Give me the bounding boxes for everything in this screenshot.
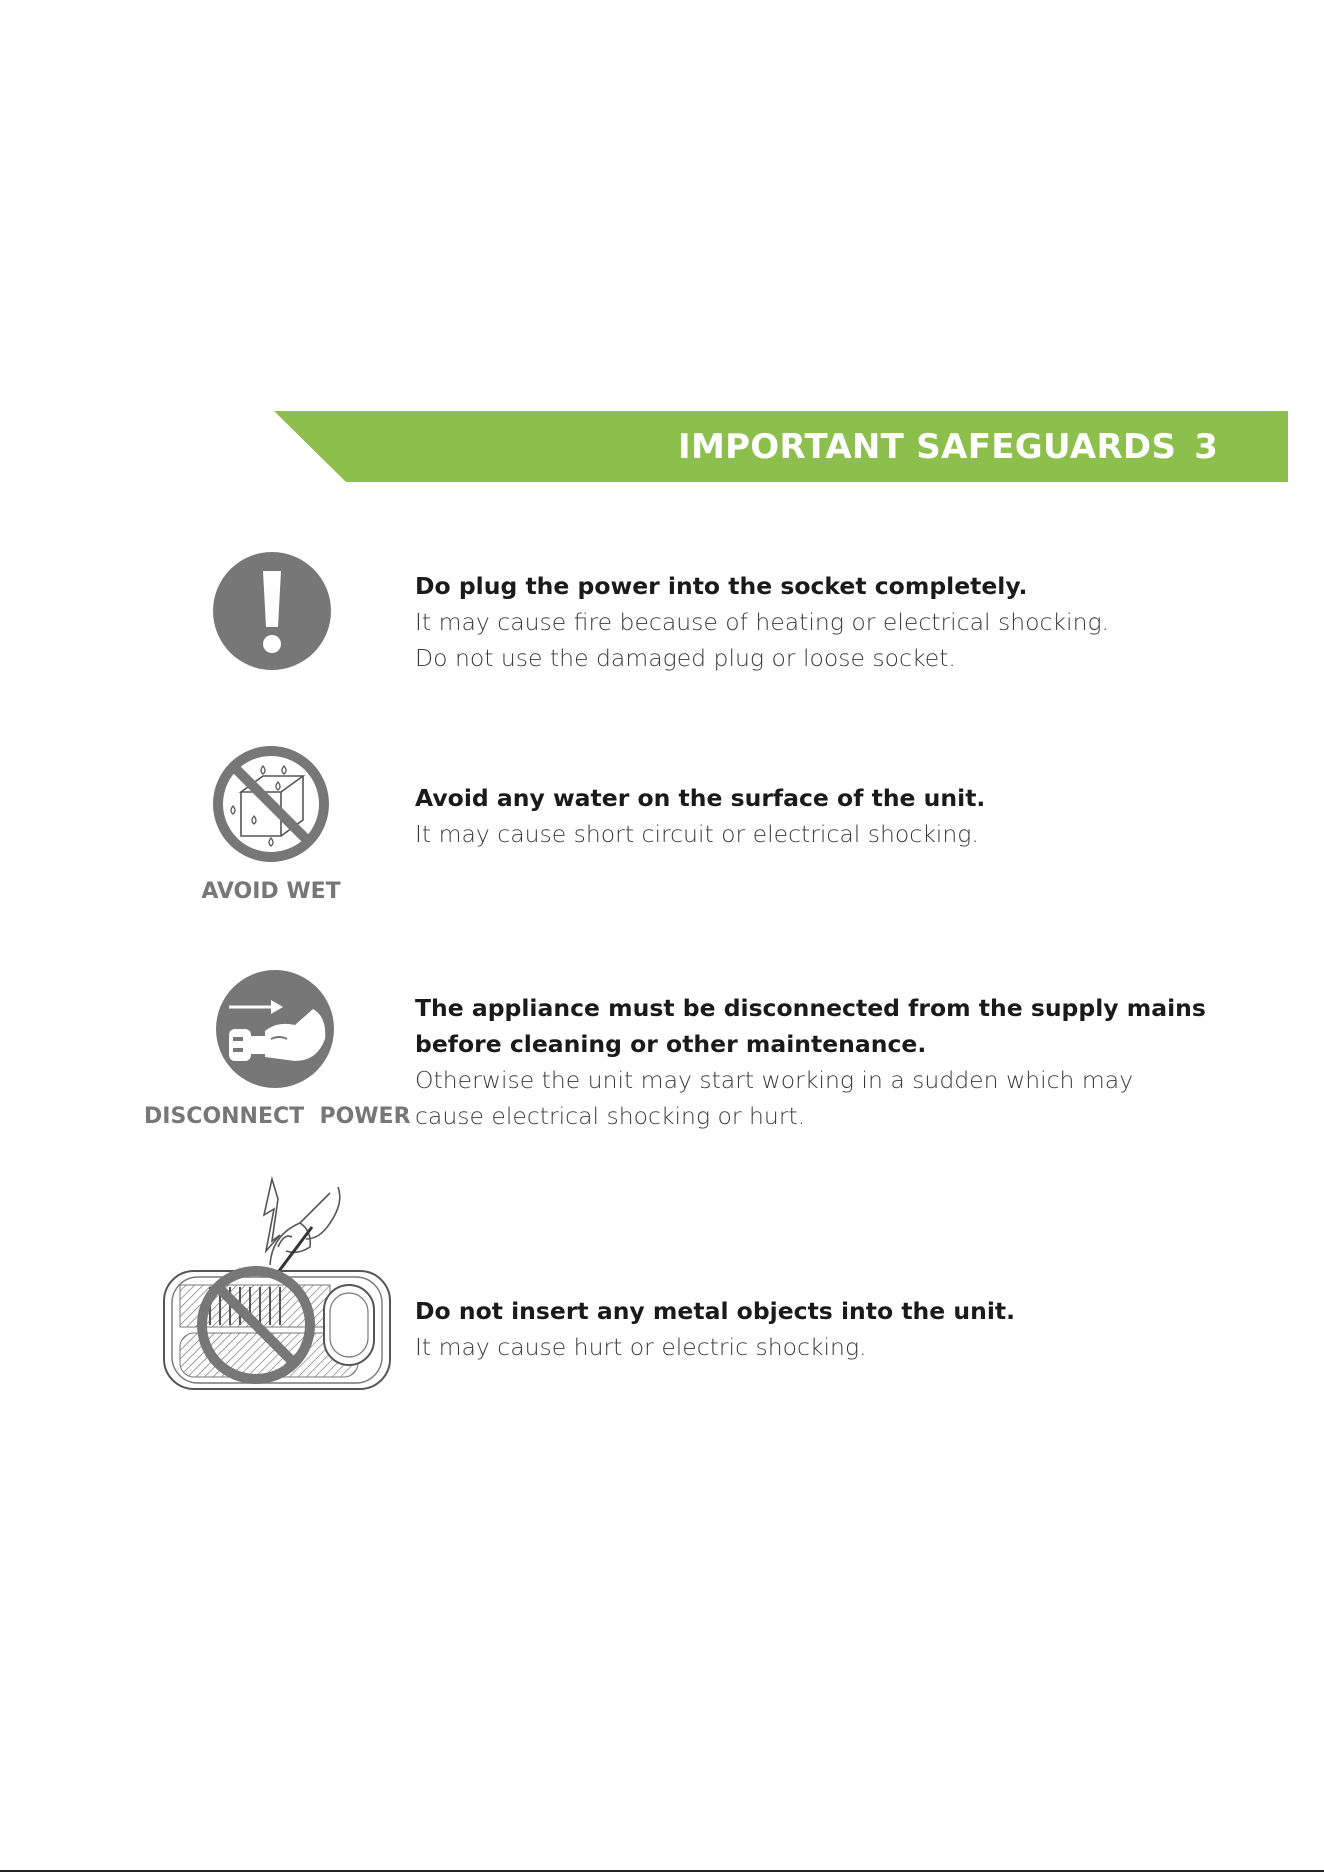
item-4-lead-line: Do not insert any metal objects into the unit.	[415, 1297, 1016, 1325]
item-1-body-line: Do not use the damaged plug or loose socket.	[415, 644, 956, 672]
page-title	[678, 423, 1238, 471]
avoid-wet-label: AVOID WET	[201, 879, 341, 904]
no-metal-objects-icon	[160, 1175, 400, 1395]
item-4-body-line: It may cause hurt or electric shocking.	[415, 1333, 867, 1361]
avoid-wet-icon	[211, 744, 331, 864]
item-2-lead-line: Avoid any water on the surface of the unit.	[415, 784, 986, 812]
item-3-lead-line: before cleaning or other maintenance.	[415, 1030, 927, 1058]
item-3-lead-line: The appliance must be disconnected from the supply mains	[415, 994, 1206, 1022]
safeguard-item-2	[415, 780, 1185, 852]
disconnect-power-label: DISCONNECT POWER	[144, 1104, 411, 1129]
section-title: IMPORTANT SAFEGUARDS	[678, 427, 1177, 467]
item-3-body-line: cause electrical shocking or hurt.	[415, 1102, 806, 1130]
disconnect-power-icon	[215, 969, 335, 1089]
safeguard-item-4	[415, 1293, 1185, 1365]
page-number: 3	[1194, 427, 1219, 467]
safeguard-item-3	[415, 990, 1206, 1134]
item-1-body-line: It may cause fire because of heating or electrical shocking.	[415, 608, 1110, 636]
item-1-lead-line: Do plug the power into the socket completely.	[415, 572, 1028, 600]
item-3-body-line: Otherwise the unit may start working in a sudden which may	[415, 1066, 1134, 1094]
safeguard-item-1	[415, 568, 1185, 676]
item-2-body-line: It may cause short circuit or electrical shocking.	[415, 820, 979, 848]
exclamation-icon	[212, 551, 332, 671]
